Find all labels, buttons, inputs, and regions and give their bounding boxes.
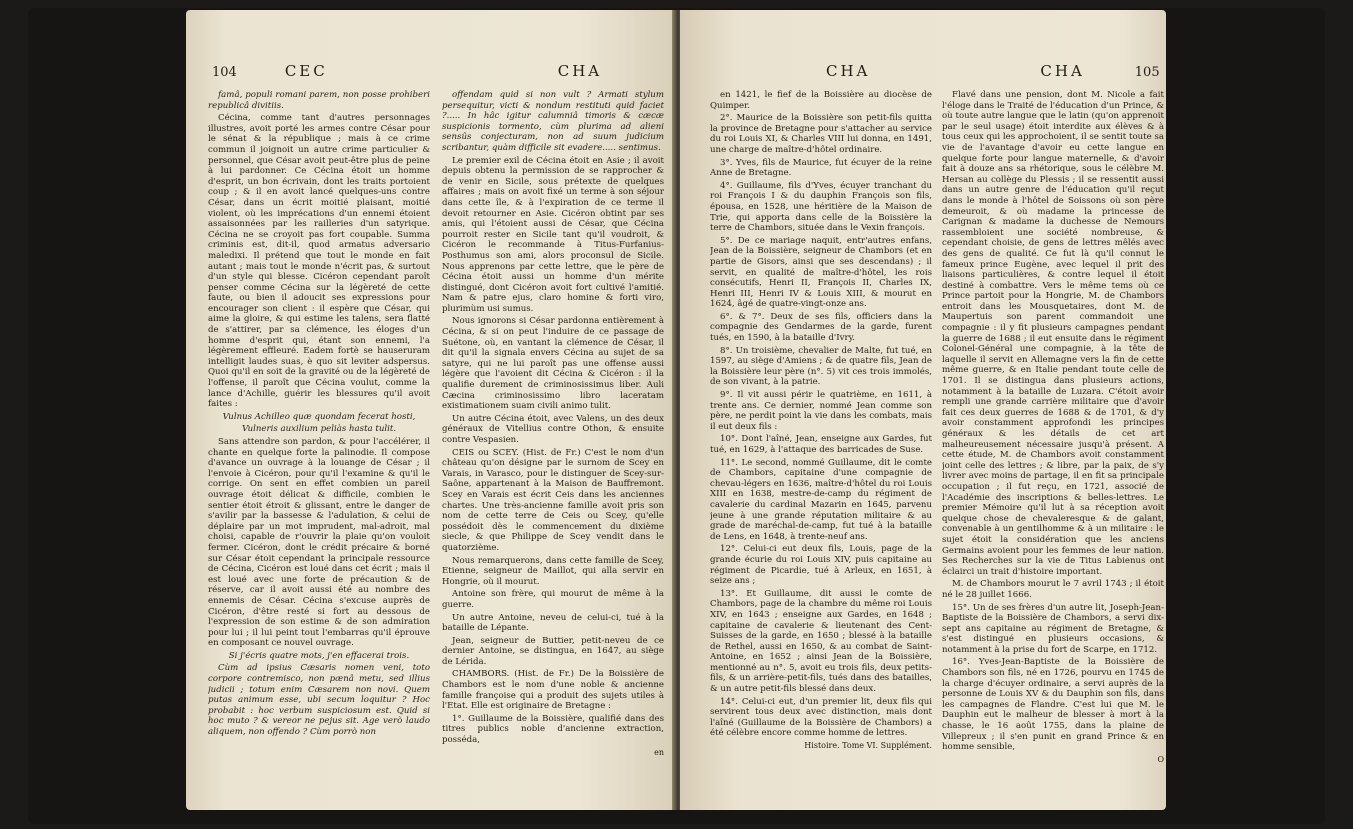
right-page-number: 105 <box>1134 65 1160 80</box>
paragraph: Cùm ad ipsius Cæsaris nomen veni, toto corpore contremisco, non pænâ metu, sed illius judicii ; totum enim Cæsarem non novi. Quem putas animum esse, ubi secum loquitur ? Hoc probabit : hoc verbum suspiciosum est. Quid si hoc muto ? & vereor ne pejus sit. Age verò laudo aliquem, non offendo ? Cùm porrò non <box>208 663 430 738</box>
paragraph: 9°. Il vit aussi périr le quatrième, en 1611, à trente ans. Ce dernier, nommé Jean comme son père, ne perdit point la vie dans les combats, mais il eut deux fils : <box>710 390 932 432</box>
paragraph: Un autre Cécina étoit, avec Valens, un des deux généraux de Vitellius contre Othon, & ensuite contre Vespasien. <box>442 413 664 445</box>
paragraph: Le premier exil de Cécina étoit en Asie ; il avoit depuis obtenu la permission de se rapprocher & de venir en Sicile, sous prétexte de quelques affaires ; mais on avoit fixé un terme à son séjour dans cette île, & à l'expiration de ce terme il devoit retourner en Asie. Cicéron obtint par ses amis, qui l'étoient aussi de César, que Cécina pourroit rester en Sicile tant qu'il voudroit, & Cicéron le recommande à Titus-Furfanius-Posthumus son ami, alors proconsul de Sicile. Nous apprenons par cette lettre, que le père de Cécina étoit aussi un homme d'un mérite distingué, dont Cicéron avoit fort cultivé l'amitié. Nam & patre ejus, claro homine & forti viro, plurimùm usi sumus. <box>442 155 664 314</box>
paragraph: 1°. Guillaume de la Boissière, qualifié dans des titres publics noble d'ancienne extraction, posséda, <box>442 713 664 746</box>
left-page-column-1 <box>208 90 430 800</box>
paragraph: famâ, populi romani parem, non posse prohiberi republicâ divitiis. <box>208 90 430 111</box>
paragraph: Un autre Antoine, neveu de celui-ci, tué à la bataille de Lépante. <box>442 612 664 634</box>
left-page <box>186 10 676 810</box>
paragraph: 15°. Un de ses frères d'un autre lit, Joseph-Jean-Baptiste de la Boissière de Chambors, a servi dix-sept ans capitaine au régiment de Bretagne, & s'est distingué en plusieurs occasions, & notamment à la prise du fort de Scarpe, en 1712. <box>942 602 1164 655</box>
paragraph: Cécina, comme tant d'autres personnages illustres, avoit porté les armes contre César pour le sénat & la république ; mais à ce crime commun il joignoit un autre crime particulier & personnel, que César avoit peut-être plus de peine à lui pardonner. Ce Cécina étoit un homme d'esprit, un bon écrivain, dont les traits portoient coup ; & il en avoit lancé quelques-uns contre César, dans un écrit moitié plaisant, moitié violent, où les imprécations d'un ennemi étoient assaisonnées par les railleries d'un satyrique. Cécina ne se croyoit pas fort coupable. Summa criminis est, dit-il, quod armatus adversario maledixi. Il prétend que tout le monde en fait autant ; mais tout le monde n'écrit pas, & surtout d'un style qui blesse. Cicéron cependant paroît penser comme Cécina sur la légèreté de cette faute, ou bien il adoucit ses expressions pour encourager son client : il espère que César, qui aime la gloire, & qui estime les talens, sera flatté de s'attirer, par sa clémence, les éloges d'un homme d'esprit qui, étant son ennemi, l'a légèrement effleuré. Eadem fortè se hauseruram intelligit laudes suas, è quo sit leviter adspersus. Quoi qu'il en soit de la gravité ou de la légèreté de l'offense, il paroît que Cécina voulut, comme la lance d'Achille, guérir les blessures qu'il avoit faites : <box>208 113 430 410</box>
paragraph: Histoire. Tome VI. Supplément. <box>804 741 932 751</box>
right-page-column-1 <box>710 90 932 800</box>
paragraph: Vulneris auxilium peliàs hasta tulit. <box>241 424 397 435</box>
right-page-column-2 <box>942 90 1164 800</box>
paragraph: 12°. Celui-ci eut deux fils, Louis, page de la grande écurie du roi Louis XIV, puis capitaine au régiment de Picardie, tué à Arleux, en 1651, à seize ans ; <box>710 544 932 587</box>
paragraph: 3°. Yves, fils de Maurice, fut écuyer de la reine Anne de Bretagne. <box>710 157 932 179</box>
right-page-header <box>826 62 1160 86</box>
left-page-header <box>212 62 652 86</box>
paragraph: 16°. Yves-Jean-Baptiste de la Boissière de Chambors son fils, né en 1726, pourvu en 1745 de la charge d'écuyer ordinaire, a servi auprès de la personne de Louis XV & du Dauphin son fils, dans les campagnes de Flandre. C'est lui que M. le Dauphin eut le malheur de blesser à mort à la chasse, le 16 août 1755, dans la plaine de Villepreux ; il s'en punit en grand Prince & en homme sensible, <box>942 657 1164 753</box>
paragraph: 13°. Et Guillaume, dit aussi le comte de Chambors, page de la chambre du même roi Louis XIV, en 1643 ; enseigne aux Gardes, en 1648 ; capitaine de cavalerie & lieutenant des Cent-Suisses de la garde, en 1650 ; blessé à la bataille de Rethel, aussi en 1650, & au combat de Saint-Antoine, en 1652 ; ainsi Jean de la Boissière, mentionné au n°. 5, avoit eu trois fils, deux petits-fils, & un arrière-petit-fils, tués dans des batailles, & un autre petit-fils blessé dans deux. <box>710 588 932 695</box>
paragraph: 14°. Celui-ci eut, d'un premier lit, deux fils qui servirent tous deux avec distinction, mais dont l'aîné (Guillaume de la Boissière de Chambors) a été célèbre encore comme homme de lettres. <box>710 696 932 739</box>
paragraph: Vulnus Achilleo quæ quondam fecerat hosti, <box>222 411 416 422</box>
paragraph: Nous remarquerons, dans cette famille de Scey, Etienne, seigneur de Maillot, qui alla servir en Hongrie, où il mourut. <box>442 555 664 587</box>
paragraph: 5°. De ce mariage naquit, entr'autres enfans, Jean de la Boissière, seigneur de Chambors (et en partie de Gisors, ainsi que ses descendans) ; il servit, en qualité de maître-d'hôtel, les rois consécutifs, Henri II, François II, Charles IX, Henri III, Henri IV & Louis XIII, & mourut en 1624, âgé de quatre-vingt-onze ans. <box>710 235 932 310</box>
right-running-head-1: CHA <box>826 62 871 80</box>
paragraph: en <box>654 747 664 757</box>
paragraph: offendam quid si non vult ? Armati stylum persequitur, victi & nondum restituti quid faciet ?..... In hâc igitur calumniâ timoris & cæcæ suspicionis tormento, cùm plurima ad alieni sensûs conjecturam, non ad suum judicium scribantur, quàm difficile sit evadere..... sentimus. <box>442 90 664 153</box>
paragraph: Sans attendre son pardon, & pour l'accélérer, il chante en quelque forte la palinodie. Il compose d'avance un ouvrage à la louange de César ; il l'envoie à Cicéron, pour qu'il l'examine & qu'il le corrige. On sent en effet combien un pareil ouvrage étoit délicat & difficile, combien le sentier étoit étroit & glissant, entre le danger de s'avilir par la bassesse & l'adulation, & celui de déplaire par un mot imprudent, mal-adroit, mal choisi, capable de r'ouvrir la plaie qu'on vouloit fermer. Cicéron, dont le crédit précaire & borné sur César étoit cependant la principale ressource de Cécina, Cicéron est loué dans cet écrit ; mais il est loué avec une forte de précaution & de réserve, car il avoit aussi été au nombre des ennemis de César. Cécina s'excuse auprès de Cicéron, d'être resté si fort au dessous de l'expression de son estime & de son admiration pour lui ; il lui peint tout l'embarras qu'il éprouve en composant ce nouvel ouvrage. <box>208 437 430 649</box>
paragraph: M. de Chambors mourut le 7 avril 1743 ; il étoit né le 28 juillet 1666. <box>942 579 1164 600</box>
paragraph: Si j'écris quatre mots, j'en effacerai trois. <box>228 650 410 661</box>
paragraph: 6°. & 7°. Deux de ses fils, officiers dans la compagnie des Gendarmes de la garde, furent tués, en 1590, à la bataille d'Ivry. <box>710 311 932 344</box>
paragraph: 4°. Guillaume, fils d'Yves, écuyer tranchant du roi François I & du dauphin François son fils, épousa, en 1528, une héritière de la Maison de Trie, qui apporta dans celle de la Boissière la terre de Chambors, située dans le Vexin françois. <box>710 180 932 234</box>
paragraph: Jean, seigneur de Buttier, petit-neveu de ce dernier Antoine, se distingua, en 1647, au siège de Lérida. <box>442 635 664 667</box>
paragraph: Antoine son frère, qui mourut de même à la guerre. <box>442 589 664 610</box>
paragraph: 11°. Le second, nommé Guillaume, dit le comte de Chambors, capitaine d'une compagnie de chevau-légers en 1636, maître-d'hôtel du roi Louis XIII en 1638, mestre-de-camp du régiment de cavalerie du cardinal Mazarin en 1645, parvenu jeune à une grande réputation militaire & au grade de maréchal-de-camp, fut tué à la bataille de Lens, en 1648, à trente-neuf ans. <box>710 457 932 542</box>
right-page <box>680 10 1166 810</box>
paragraph: 2°. Maurice de la Boissière son petit-fils quitta la province de Bretagne pour s'attacher au service du roi Louis XI, & Charles VIII lui donna, en 1491, une charge de maître-d'hôtel ordinaire. <box>710 113 932 155</box>
paragraph: Nous ignorons si César pardonna entièrement à Cécina, & si on peut l'induire de ce passage de Suétone, où, en vantant la clémence de César, il dit qu'il la signala envers Cécina au sujet de sa satyre, qui ne lui paroît pas une offense aussi légère que l'avoient dit Cécina & Cicéron : il la qualifie durement de criminosissimus liber. Auli Cæcina criminosissimo libro laceratam existimationem suam civili animo tulit. <box>442 316 664 412</box>
left-page-number: 104 <box>212 65 237 80</box>
right-running-head-2: CHA <box>1040 62 1085 80</box>
paragraph: en 1421, le fief de la Boissière au diocèse de Quimper. <box>710 90 932 111</box>
paragraph: O <box>1157 754 1164 764</box>
left-running-head-1: CEC <box>284 62 328 80</box>
left-running-head-2: CHA <box>557 62 603 80</box>
paragraph: 10°. Dont l'aîné, Jean, enseigne aux Gardes, fut tué, en 1629, à l'attaque des barricades de Suse. <box>710 434 932 455</box>
paragraph: CEIS ou SCEY. (Hist. de Fr.) C'est le nom d'un château qu'on désigne par le surnom de Scey en Varais, in Varasco, pour le distinguer de Scey-sur-Saône, appartenant à la Maison de Bauffremont. Scey en Varais est écrit Ceis dans les anciennes chartes. Une très-ancienne famille avoit pris son nom de cette terre de Ceis ou Scey, qu'elle possédoit dès le commencement du dixième siecle, & que Philippe de Scey vendit dans le quatorzième. <box>442 447 664 553</box>
paragraph: 8°. Un troisième, chevalier de Malte, fut tué, en 1597, au siège d'Amiens ; & de quatre fils, Jean de la Boissière leur père (n°. 5) vit ces trois immolés, de son vivant, à la patrie. <box>710 345 932 388</box>
paragraph: CHAMBORS. (Hist. de Fr.) De la Boissière de Chambors est le nom d'une noble & ancienne famille françoise qui a produit des sujets utiles à l'Etat. Elle est originaire de Bretagne : <box>442 669 664 712</box>
paragraph: Flavé dans une pension, dont M. Nicole a fait l'éloge dans le Traité de l'éducation d'un Prince, & où toute autre langue que le latin (qu'on apprenoit par le seul usage) étoit interdite aux élèves & à tous ceux qui les approchoient, il se sentit toute sa vie de l'avantage d'avoir eu cette langue en quelque forte pour langue maternelle, & d'avoir fait à douze ans sa rhétorique, sous le célèbre M. Hersan au collège du Plessis ; il se ressentit aussi dans un autre genre de l'éducation qu'il reçut dans le monde à l'hôtel de Soissons où son père demeuroit, & où madame la princesse de Carignan & madame la duchesse de Nemours rassembloient une société nombreuse, & cependant choisie, de gens de lettres mêlés avec des gens de qualité. Ce fut là qu'il connut le fameux prince Eugène, avec lequel il prit des liaisons particulières, & contre lequel il étoit destiné à combattre. Vers le même tems où ce Prince partoit pour la Hongrie, M. de Chambors entroit dans les Mousquetaires, dont M. de Maupertuis son parent commandoit une compagnie : il y fit plusieurs campagnes pendant la guerre de 1688 ; il eut ensuite dans le régiment Colonel-Général une compagnie, à la tête de laquelle il servit en Allemagne vers la fin de cette même guerre, & en Italie pendant toute celle de 1701. Il se distingua dans plusieurs actions, notamment à la bataille de Luzara. C'étoit avoir rempli une grande carrière militaire que d'avoir fait ces deux guerres de 1688 & de 1701, & d'y avoir constamment approfondi les principes généraux & les détails de cet art malheureusement nécessaire jusqu'à présent. A cette étude, M. de Chambors avoit constamment joint celle des lettres ; & libre, par la paix, de s'y livrer avec moins de partage, il en fit sa principale occupation ; il fut reçu, en 1721, associé de l'Académie des inscriptions & belles-lettres. Le premier Mémoire qu'il lut à sa réception avoit quelque chose de chevaleresque & de galant, convenable à un gentilhomme & à un militaire : le sujet étoit la considération que les anciens Germains avoient pour les femmes de leur nation. Ses Recherches sur la vie de Titus Labienus ont éclairci un trait d'histoire important. <box>942 90 1164 577</box>
left-page-column-2 <box>442 90 664 800</box>
